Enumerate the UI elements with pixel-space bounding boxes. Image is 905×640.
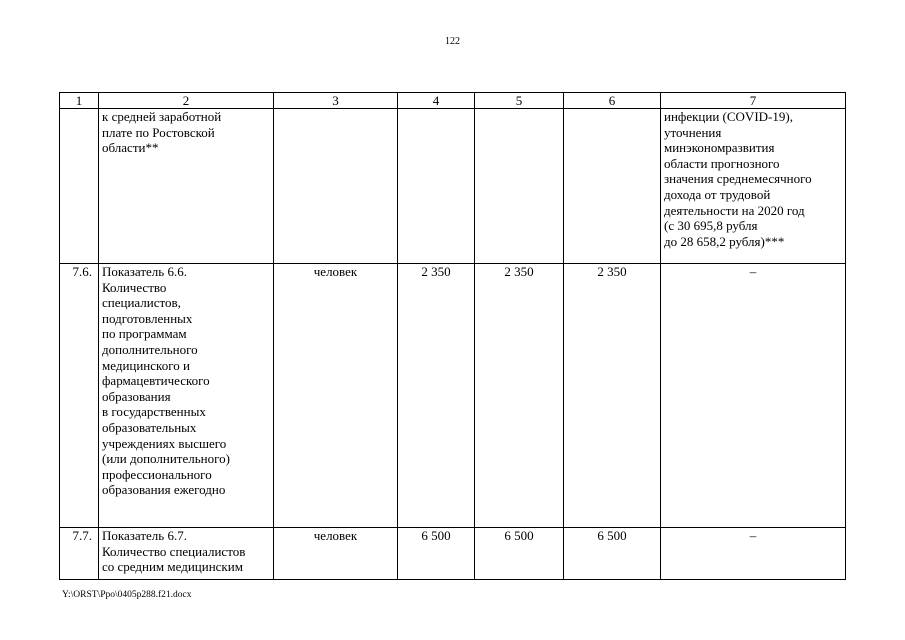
note-cell: – [661,528,846,580]
header-col-1: 1 [60,93,99,109]
note-cell: инфекции (COVID-19), уточнения минэкономразвития области прогнозного значения среднемесячного дохода от трудовой деятельности на 2020 год (с 30 695,8 рубля до 28 658,2 рубля)*** [661,109,846,264]
header-col-7: 7 [661,93,846,109]
file-path-footer: Y:\ORST\Ppo\0405p288.f21.docx [62,590,192,600]
value-year-3 [564,109,661,264]
value-year-3: 6 500 [564,528,661,580]
header-col-3: 3 [274,93,398,109]
indicators-table [59,92,846,580]
row-number: 7.6. [60,264,99,528]
row-number: 7.7. [60,528,99,580]
value-year-1: 2 350 [398,264,475,528]
note-cell: – [661,264,846,528]
indicator-name: Показатель 6.6. Количество специалистов, подготовленных по программам дополнительного медицинского и фармацевтического образования в государственных образовательных учреждениях высшего (или дополнительного) профессионального образования ежегодно [99,264,274,528]
value-year-2 [475,109,564,264]
value-year-1: 6 500 [398,528,475,580]
unit-cell [274,109,398,264]
value-year-2: 2 350 [475,264,564,528]
unit-cell: человек [274,264,398,528]
table-row [60,264,846,528]
table-row [60,109,846,264]
table-row [60,528,846,580]
header-col-5: 5 [475,93,564,109]
header-col-4: 4 [398,93,475,109]
value-year-3: 2 350 [564,264,661,528]
unit-cell: человек [274,528,398,580]
page-number: 122 [445,36,460,47]
value-year-1 [398,109,475,264]
indicator-name: к средней заработной плате по Ростовской области** [99,109,274,264]
header-col-2: 2 [99,93,274,109]
row-number [60,109,99,264]
header-col-6: 6 [564,93,661,109]
value-year-2: 6 500 [475,528,564,580]
table-header-row [60,93,846,109]
indicator-name: Показатель 6.7. Количество специалистов со средним медицинским [99,528,274,580]
